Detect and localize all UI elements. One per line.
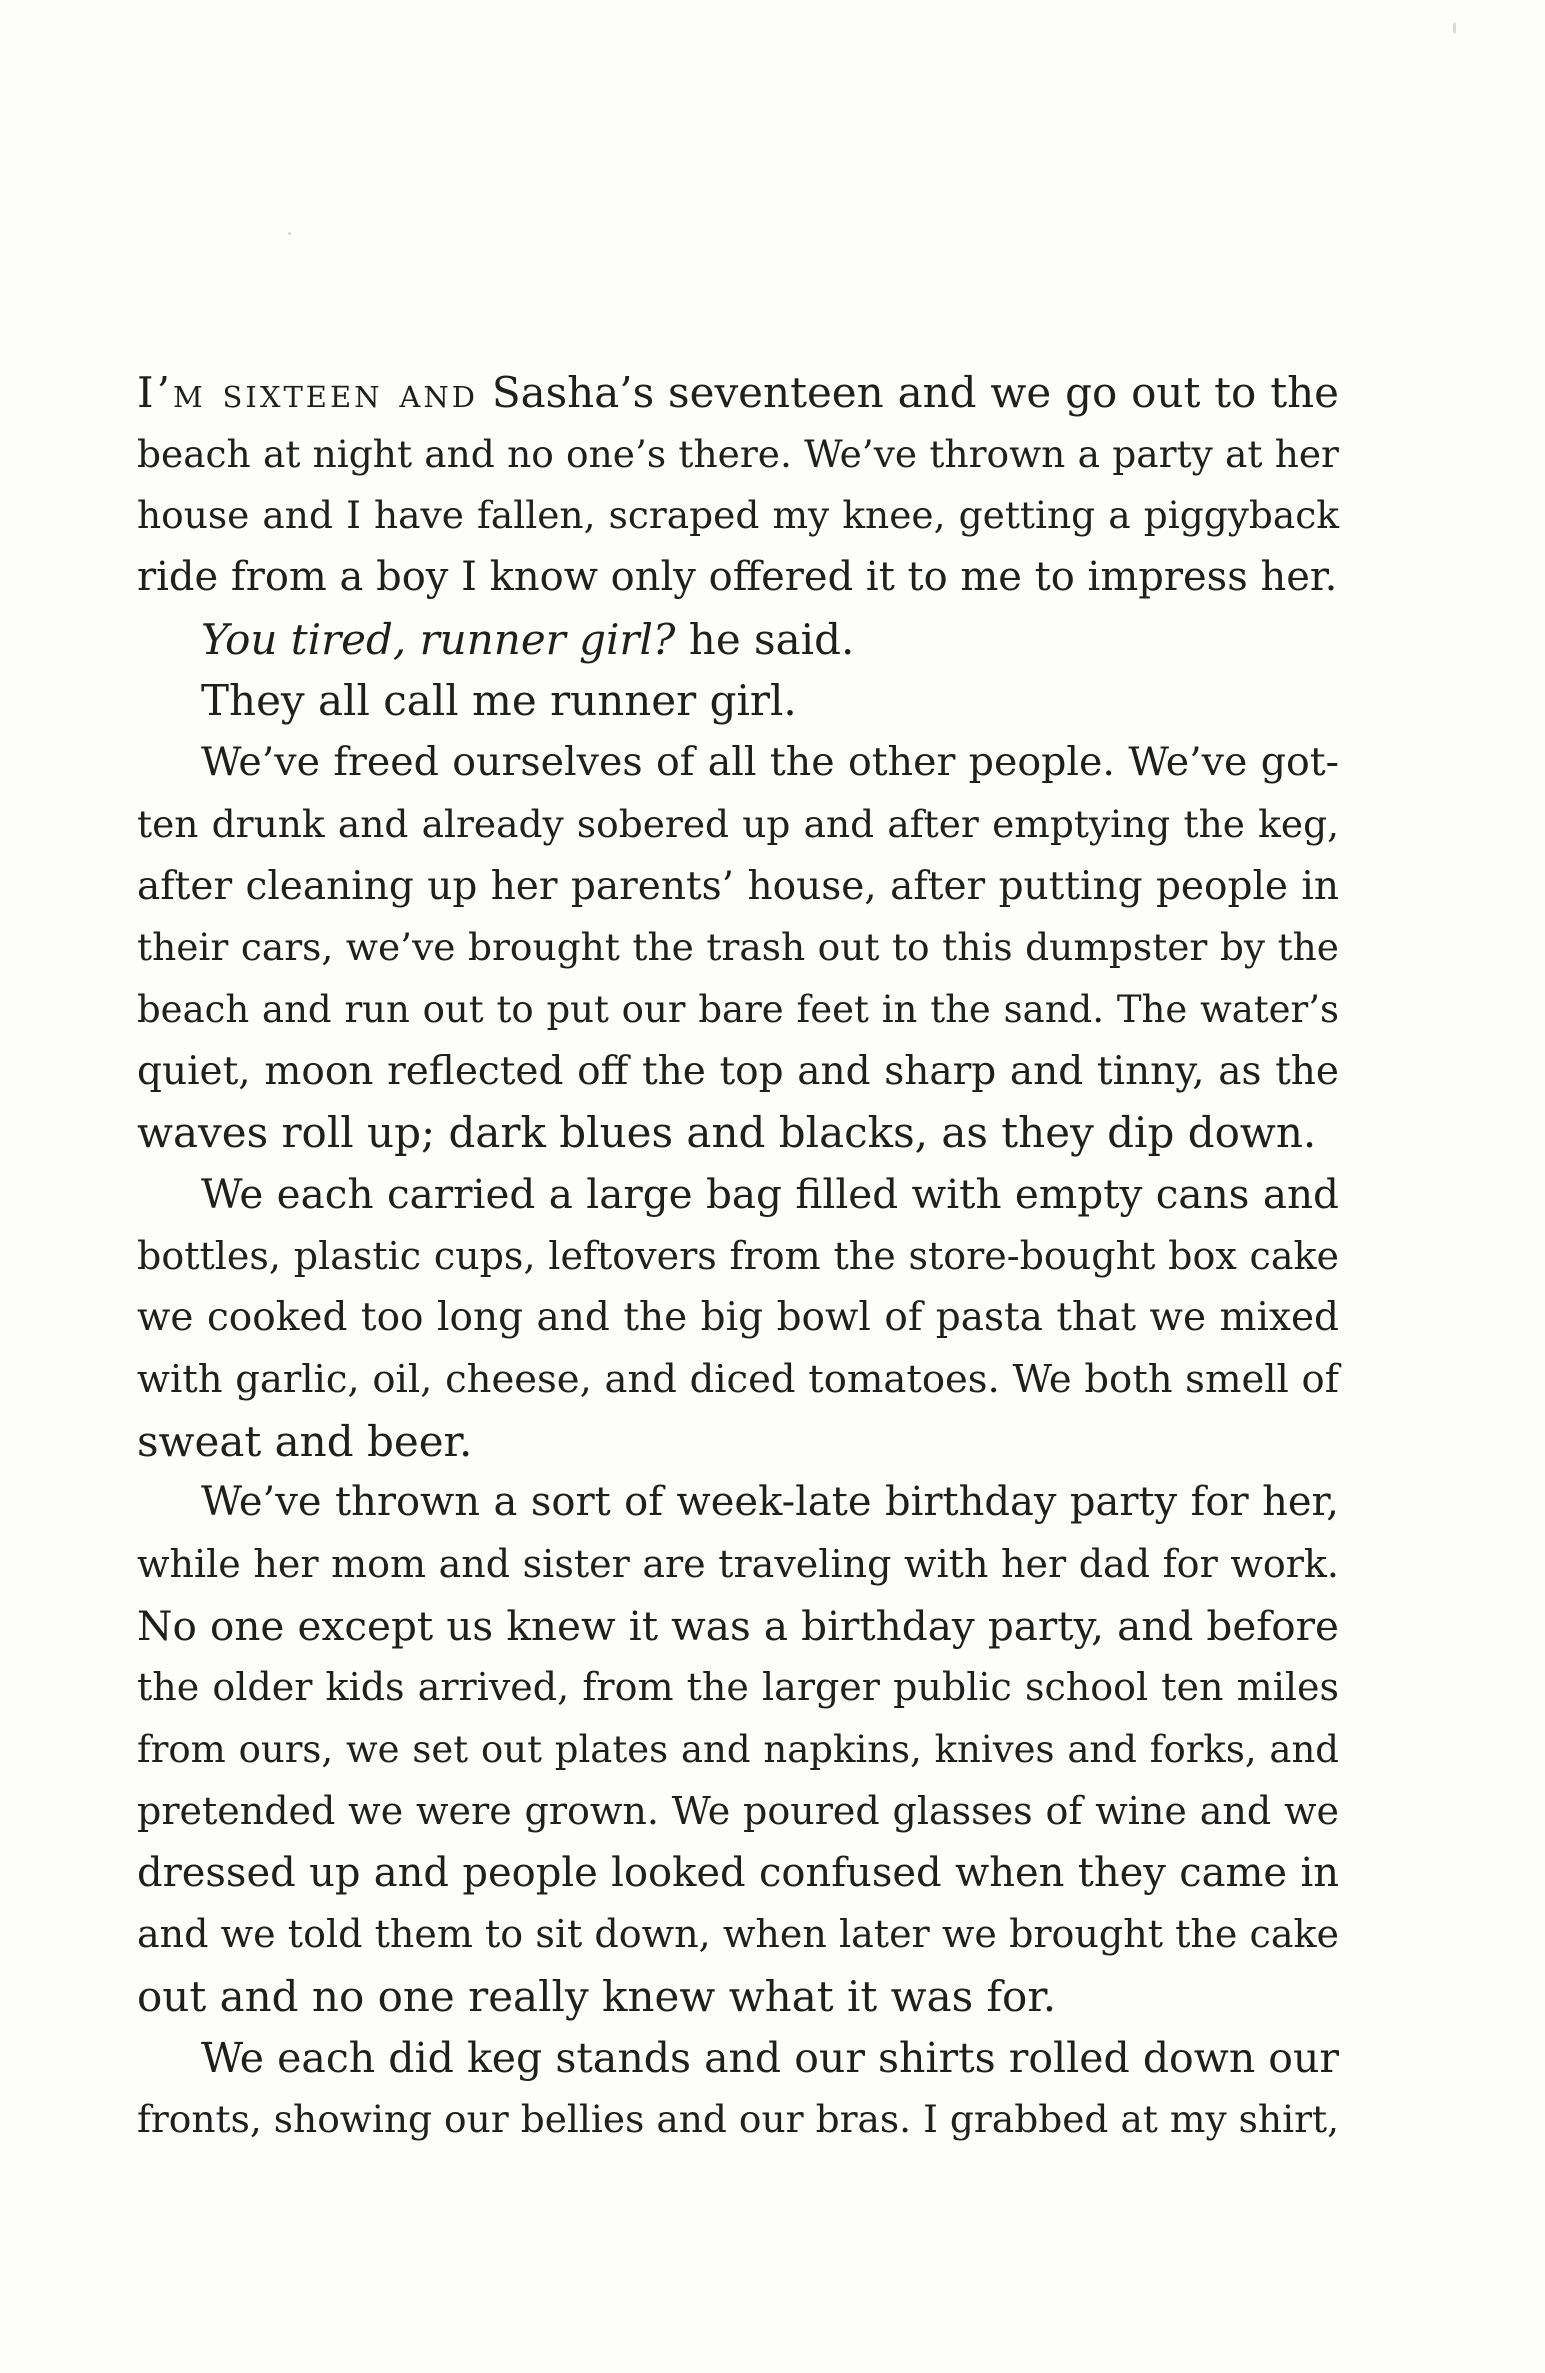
text-line: we cooked too long and the big bowl of pasta that we mixed — [137, 1295, 1339, 1341]
text-line: ride from a boy I know only offered it to me to impress her. — [137, 554, 1338, 601]
italic-dialogue: You tired, runner girl? — [201, 614, 676, 664]
text-line: beach and run out to put our bare feet in the sand. The water’s — [137, 987, 1339, 1031]
body-text — [137, 362, 1339, 2151]
text-line: from ours, we set out plates and napkins, knives and forks, and — [137, 1728, 1339, 1772]
text-line: They all call me runner girl. — [201, 676, 797, 726]
opening-line-rest: Sasha’s seventeen and we go out to the — [477, 368, 1339, 417]
text-line: No one except us knew it was a birthday party, and before — [137, 1601, 1339, 1650]
text-line — [137, 609, 1339, 671]
text-line: house and I have fallen, scraped my knee, getting a piggyback — [137, 493, 1339, 538]
text-line: bottles, plastic cups, leftovers from the store-bought box cake — [137, 1233, 1339, 1278]
text-line: ten drunk and already sobered up and after emptying the keg, — [137, 801, 1339, 846]
text-line: waves roll up; dark blues and blacks, as they dip down. — [137, 1108, 1317, 1158]
text-line: quiet, moon reflected off the top and sharp and tinny, as the — [137, 1048, 1339, 1094]
text-line: We each carried a large bag filled with empty cans and — [201, 1169, 1339, 1218]
dialogue-tag: he said. — [675, 614, 855, 664]
text-line: sweat and beer. — [137, 1416, 473, 1466]
text-line: We’ve thrown a sort of week-late birthday party for her, — [201, 1479, 1339, 1526]
text-line: while her mom and sister are traveling with her dad for work. — [137, 1542, 1339, 1587]
page-speck — [1453, 22, 1456, 34]
text-line: dressed up and people looked confused when they came in — [137, 1849, 1339, 1896]
text-line: their cars, we’ve brought the trash out to this dumpster by the — [137, 925, 1339, 970]
text-line: We each did keg stands and our shirts rolled down our — [201, 2033, 1339, 2082]
page-speck — [288, 232, 291, 235]
text-line: beach at night and no one’s there. We’ve thrown a party at her — [137, 431, 1339, 476]
text-line: the older kids arrived, from the larger public school ten miles — [137, 1665, 1339, 1710]
text-line: with garlic, oil, cheese, and diced tomatoes. We both smell of — [137, 1357, 1339, 1402]
text-line: out and no one really knew what it was for. — [137, 1971, 1057, 2021]
text-line: after cleaning up her parents’ house, after putting people in — [137, 863, 1339, 909]
text-line: pretended we were grown. We poured glasses of wine and we — [137, 1788, 1339, 1833]
chapter-opening-smallcaps: I’m sixteen and — [137, 368, 478, 417]
text-line: and we told them to sit down, when later we brought the cake — [137, 1912, 1339, 1957]
text-line — [137, 362, 1339, 424]
text-line: fronts, showing our bellies and our bras. I grabbed at my shirt, — [137, 2097, 1339, 2142]
text-line: We’ve freed ourselves of all the other people. We’ve got- — [201, 739, 1339, 786]
